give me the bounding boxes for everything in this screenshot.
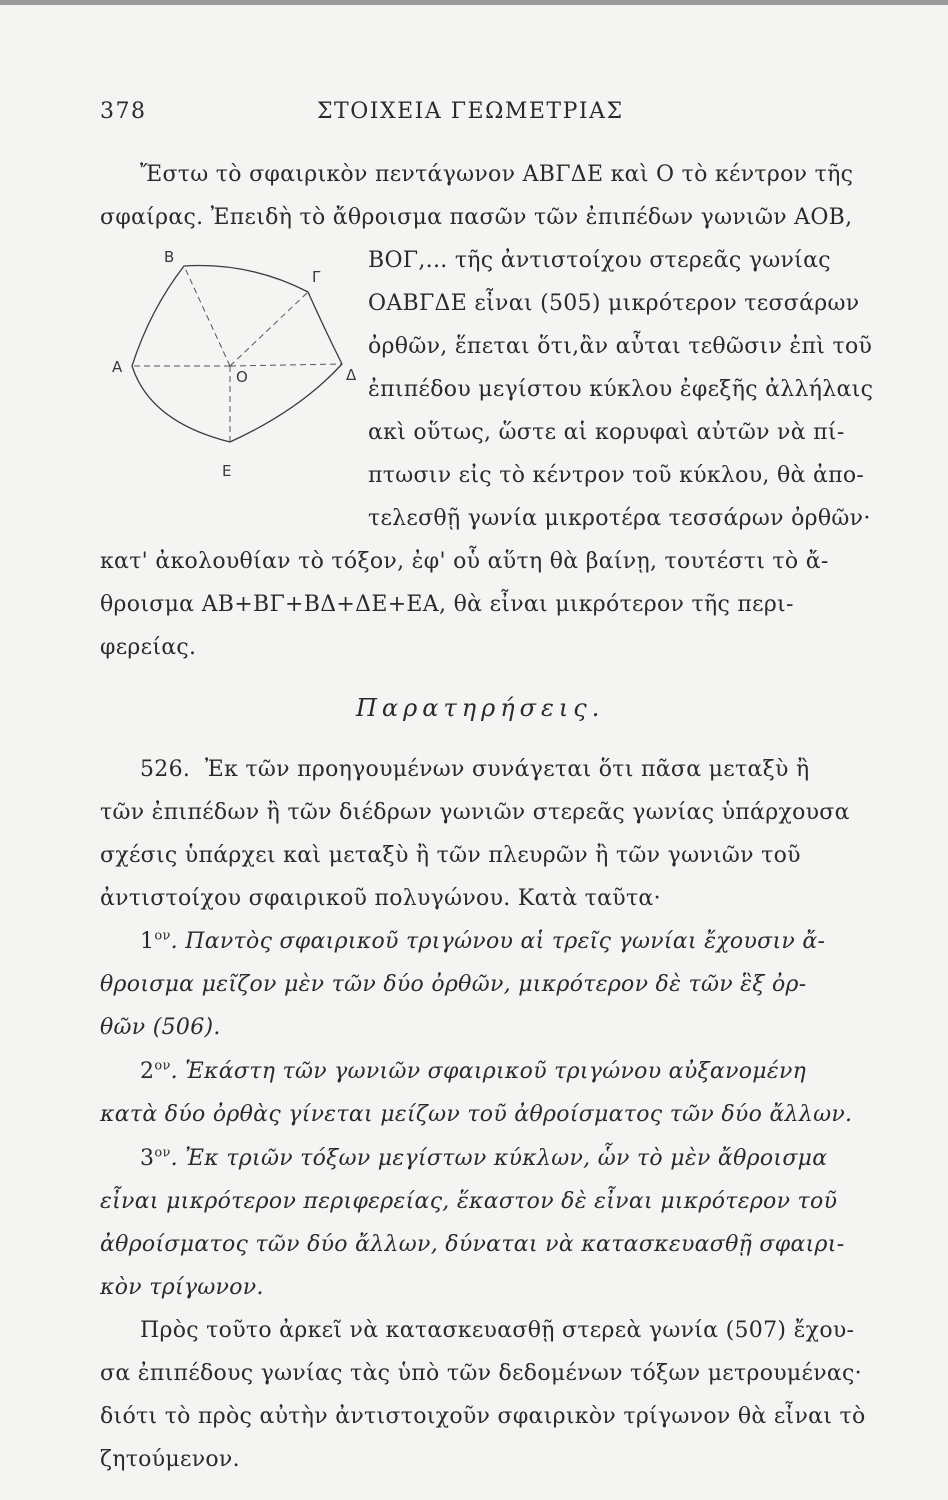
spherical-pentagon-figure: [100, 240, 360, 490]
text-line: θῶν (506).: [100, 1015, 221, 1040]
running-title: ΣΤΟΙΧΕΙΑ ΓΕΩΜΕΤΡΙΑΣ: [317, 99, 624, 124]
text-line: κὸν τρίγωνον.: [100, 1275, 264, 1300]
radius-OG: [230, 292, 308, 366]
text-line: ἀθροίσματος τῶν δύο ἄλλων, δύναται νὰ κατασκευασθῇ σφαιρι-: [100, 1232, 845, 1257]
text-line: ζητούμενον.: [100, 1447, 240, 1472]
text-line: πτωσιν εἰς τὸ κέντρον τοῦ κύκλου, θὰ ἀπο-: [368, 463, 865, 488]
text-line: . Παντὸς σφαιρικοῦ τριγώνου αἱ τρεῖς γωνίαι ἔχουσιν ἄ-: [170, 929, 826, 954]
text-line: σφαίρας. Ἐπειδὴ τὸ ἄθροισμα πασῶν τῶν ἐπιπέδων γωνιῶν ΑΟΒ,: [100, 205, 853, 230]
text-line: σα ἐπιπέδους γωνίας τὰς ὑπὸ τῶν δεδομένων τόξων μετρουμένας·: [100, 1361, 862, 1386]
text-line: ΒΟΓ,... τῆς ἀντιστοίχου στερεᾶς γωνίας: [368, 248, 831, 273]
item-ordinal: ον: [154, 1145, 171, 1161]
vertex-label-D: Δ: [346, 366, 357, 384]
text-line: ΟΑΒΓΔΕ εἶναι (505) μικρότερον τεσσάρων: [368, 291, 860, 316]
item-3: [140, 1144, 827, 1174]
text-line: διότι τὸ πρὸς αὐτὴν ἀντιστοιχοῦν σφαιρικὸν τρίγωνον θὰ εἶναι τὸ: [100, 1404, 866, 1429]
text-line: . Ἐκ τριῶν τόξων μεγίστων κύκλων, ὧν τὸ μὲν ἄθροισμα: [170, 1146, 828, 1171]
text-line: εἶναι μικρότερον περιφερείας, ἕκαστον δὲ εἶναι μικρότερον τοῦ: [100, 1189, 838, 1214]
text-line: Ἐκ τῶν προηγουμένων συνάγεται ὅτι πᾶσα μεταξὺ ἢ: [205, 757, 810, 782]
text-line: ακὶ οὕτως, ὥστε αἱ κορυφαὶ αὐτῶν νὰ πί-: [368, 420, 845, 445]
pentagon-outline: [132, 266, 342, 442]
item-ordinal: ον: [154, 928, 171, 944]
text-line: ἐπιπέδου μεγίστου κύκλου ἐφεξῆς ἀλλήλαις: [368, 377, 874, 402]
text-line: κατὰ δύο ὀρθὰς γίνεται μείζων τοῦ ἀθροίσματος τῶν δύο ἄλλων.: [100, 1102, 853, 1127]
vertex-label-G: Γ: [312, 268, 321, 286]
text-line: τελεσθῇ γωνία μικροτέρα τεσσάρων ὀρθῶν·: [368, 506, 871, 531]
vertex-label-B: B: [164, 248, 175, 266]
text-line: ἀντιστοίχου σφαιρικοῦ πολυγώνου. Κατὰ ταῦτα·: [100, 886, 661, 911]
text-line: σχέσις ὑπάρχει καὶ μεταξὺ ἢ τῶν πλευρῶν ἢ τῶν γωνιῶν τοῦ: [100, 843, 801, 868]
text-line: θροισμα μεῖζον μὲν τῶν δύο ὀρθῶν, μικρότερον δὲ τῶν ἓξ ὀρ-: [100, 972, 807, 997]
text-line: θροισμα ΑΒ+ΒΓ+ΒΔ+ΔΕ+ΕΑ, θὰ εἶναι μικρότερον τῆς περι-: [100, 592, 794, 617]
item-ordinal: ον: [154, 1058, 171, 1074]
radius-OD: [230, 364, 342, 366]
item-number: 1: [140, 929, 155, 954]
text-line: . Ἑκάστη τῶν γωνιῶν σφαιρικοῦ τριγώνου αὐξανομένη: [170, 1059, 807, 1084]
text-line: ὀρθῶν, ἕπεται ὅτι,ἂν αὗται τεθῶσιν ἐπὶ τοῦ: [368, 334, 873, 359]
text-line: Πρὸς τοῦτο ἀρκεῖ νὰ κατασκευασθῇ στερεὰ γωνία (507) ἔχου-: [140, 1318, 855, 1343]
section-heading: Παρατηρήσεις.: [356, 694, 605, 722]
page-top-edge: [0, 0, 948, 5]
item-number: 3: [140, 1146, 155, 1171]
vertex-label-O: O: [236, 368, 248, 386]
vertex-label-E: E: [222, 462, 232, 480]
radius-OB: [184, 266, 230, 366]
paragraph-number: 526.: [140, 757, 191, 782]
text-line: φερείας.: [100, 635, 197, 660]
item-2: [140, 1057, 806, 1087]
text-line: Ἔστω τὸ σφαιρικὸν πεντάγωνον ΑΒΓΔΕ καὶ Ο τὸ κέντρον τῆς: [140, 162, 854, 187]
text-line: τῶν ἐπιπέδων ἢ τῶν διέδρων γωνιῶν στερεᾶς γωνίας ὑπάρχουσα: [100, 800, 850, 825]
vertex-label-A: Α: [112, 358, 123, 376]
item-number: 2: [140, 1059, 155, 1084]
text-line: κατ' ἀκολουθίαν τὸ τόξον, ἐφ' οὗ αὕτη θὰ βαίνῃ, τουτέστι τὸ ἄ-: [100, 549, 829, 574]
page-number: 378: [100, 99, 147, 124]
item-1: [140, 927, 825, 957]
